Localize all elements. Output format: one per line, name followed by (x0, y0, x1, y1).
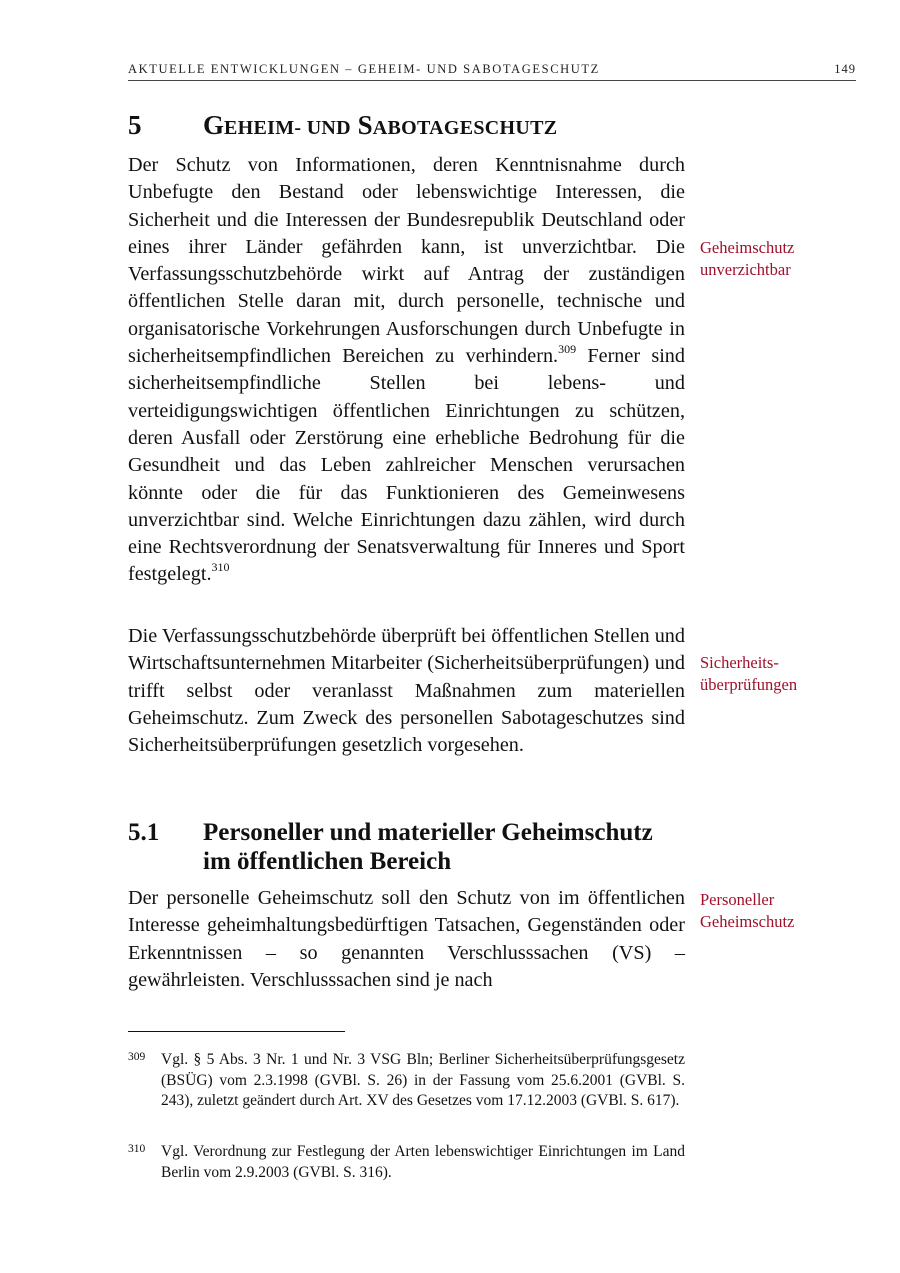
section-paragraph: Der personelle Geheimschutz soll den Schutz von im öffentlichen Interesse geheimhaltungsbedürftigen Tatsachen, Gegenständen oder Erkenntnissen – so genannten Verschlusssachen (VS) – gewährleisten. Verschlusssachen sind je nach (128, 887, 685, 991)
chapter-number: 5 (128, 110, 142, 140)
footnote-number: 309 (128, 1051, 146, 1063)
footnote-ref-309[interactable]: 309 (558, 342, 577, 357)
footnote-number: 310 (128, 1143, 146, 1155)
footnote-text: Vgl. § 5 Abs. 3 Nr. 1 und Nr. 3 VSG Bln; Berliner Sicherheitsüberprüfungsgesetz (BSÜG) vom 2.3.1998 (GVBl. S. 26) in der Fassung vom 25.6.2001 (GVBl. S. 243), zuletzt geändert durch Art. XV des Gesetzes vom 17.12.2003 (GVBl. S. 617). (161, 1051, 685, 1109)
page-number: 149 (834, 62, 856, 76)
chapter-title: GEHEIM- UND SABOTAGESCHUTZ (203, 110, 558, 140)
running-title: AKTUELLE ENTWICKLUNGEN – GEHEIM- UND SABOTAGESCHUTZ (128, 62, 600, 76)
section-number: 5.1 (128, 819, 160, 846)
margin-note-geheimschutz: Geheimschutz unverzichtbar (700, 238, 795, 279)
footnote-divider (128, 1031, 345, 1032)
running-header (128, 62, 856, 81)
chapter-heading (128, 110, 557, 141)
footnote-ref-310[interactable]: 310 (211, 560, 230, 575)
margin-note-sicherheitsueberpruefungen: Sicherheits- überprüfungen (700, 653, 798, 694)
section-title: Personeller und materieller Geheimschutz im öffentlichen Bereich (203, 819, 653, 875)
footnote-310 (128, 1142, 685, 1183)
margin-note-personeller-geheimschutz: Personeller Geheimschutz (700, 890, 795, 931)
chapter-paragraph-1: Der Schutz von Informationen, deren Kenntnisnahme durch Unbefugte den Bestand oder lebenswichtige Interessen, die Sicherheit und die Interessen der Bundesrepublik Deutschland oder eines ihrer Länder gefährden kann, ist unverzichtbar. Die Verfassungsschutzbehörde wirkt auf Antrag der zuständigen öffentlichen Stelle daran mit, durch personelle, technische und organisatorische Vorkehrungen Ausforschungen durch Unbefugte in sicherheitsempfindlichen Bereichen zu verhindern.$^{309}$ Ferner sind sicherheitsempfindliche Stellen bei lebens- und verteidigungswichtigen öffentlichen Einrichtungen zu schützen, deren Ausfall oder Zerstörung eine erhebliche Bedrohung für die Gesundheit und das Leben zahlreicher Menschen verursachen könnte oder die für das Funktionieren des Gemeinwesens unverzichtbar sind. Welche Einrichtungen dazu zählen, wird durch eine Rechtsverordnung der Senatsverwaltung für Inneres und Sport festgelegt.$^{310}$ (128, 154, 685, 586)
section-heading (128, 818, 673, 876)
footnote-309 (128, 1050, 685, 1112)
chapter-paragraph-2: Die Verfassungsschutzbehörde überprüft bei öffentlichen Stellen und Wirtschaftsunternehmen Mitarbeiter (Sicherheitsüberprüfungen) und trifft selbst oder veranlasst Maßnahmen zum materiellen Geheimschutz. Zum Zweck des personellen Sabotageschutzes sind Sicherheitsüberprüfungen gesetzlich vorgesehen. (128, 625, 685, 757)
footnote-text: Vgl. Verordnung zur Festlegung der Arten lebenswichtiger Einrichtungen im Land Berlin vom 2.9.2003 (GVBl. S. 316). (161, 1143, 685, 1181)
